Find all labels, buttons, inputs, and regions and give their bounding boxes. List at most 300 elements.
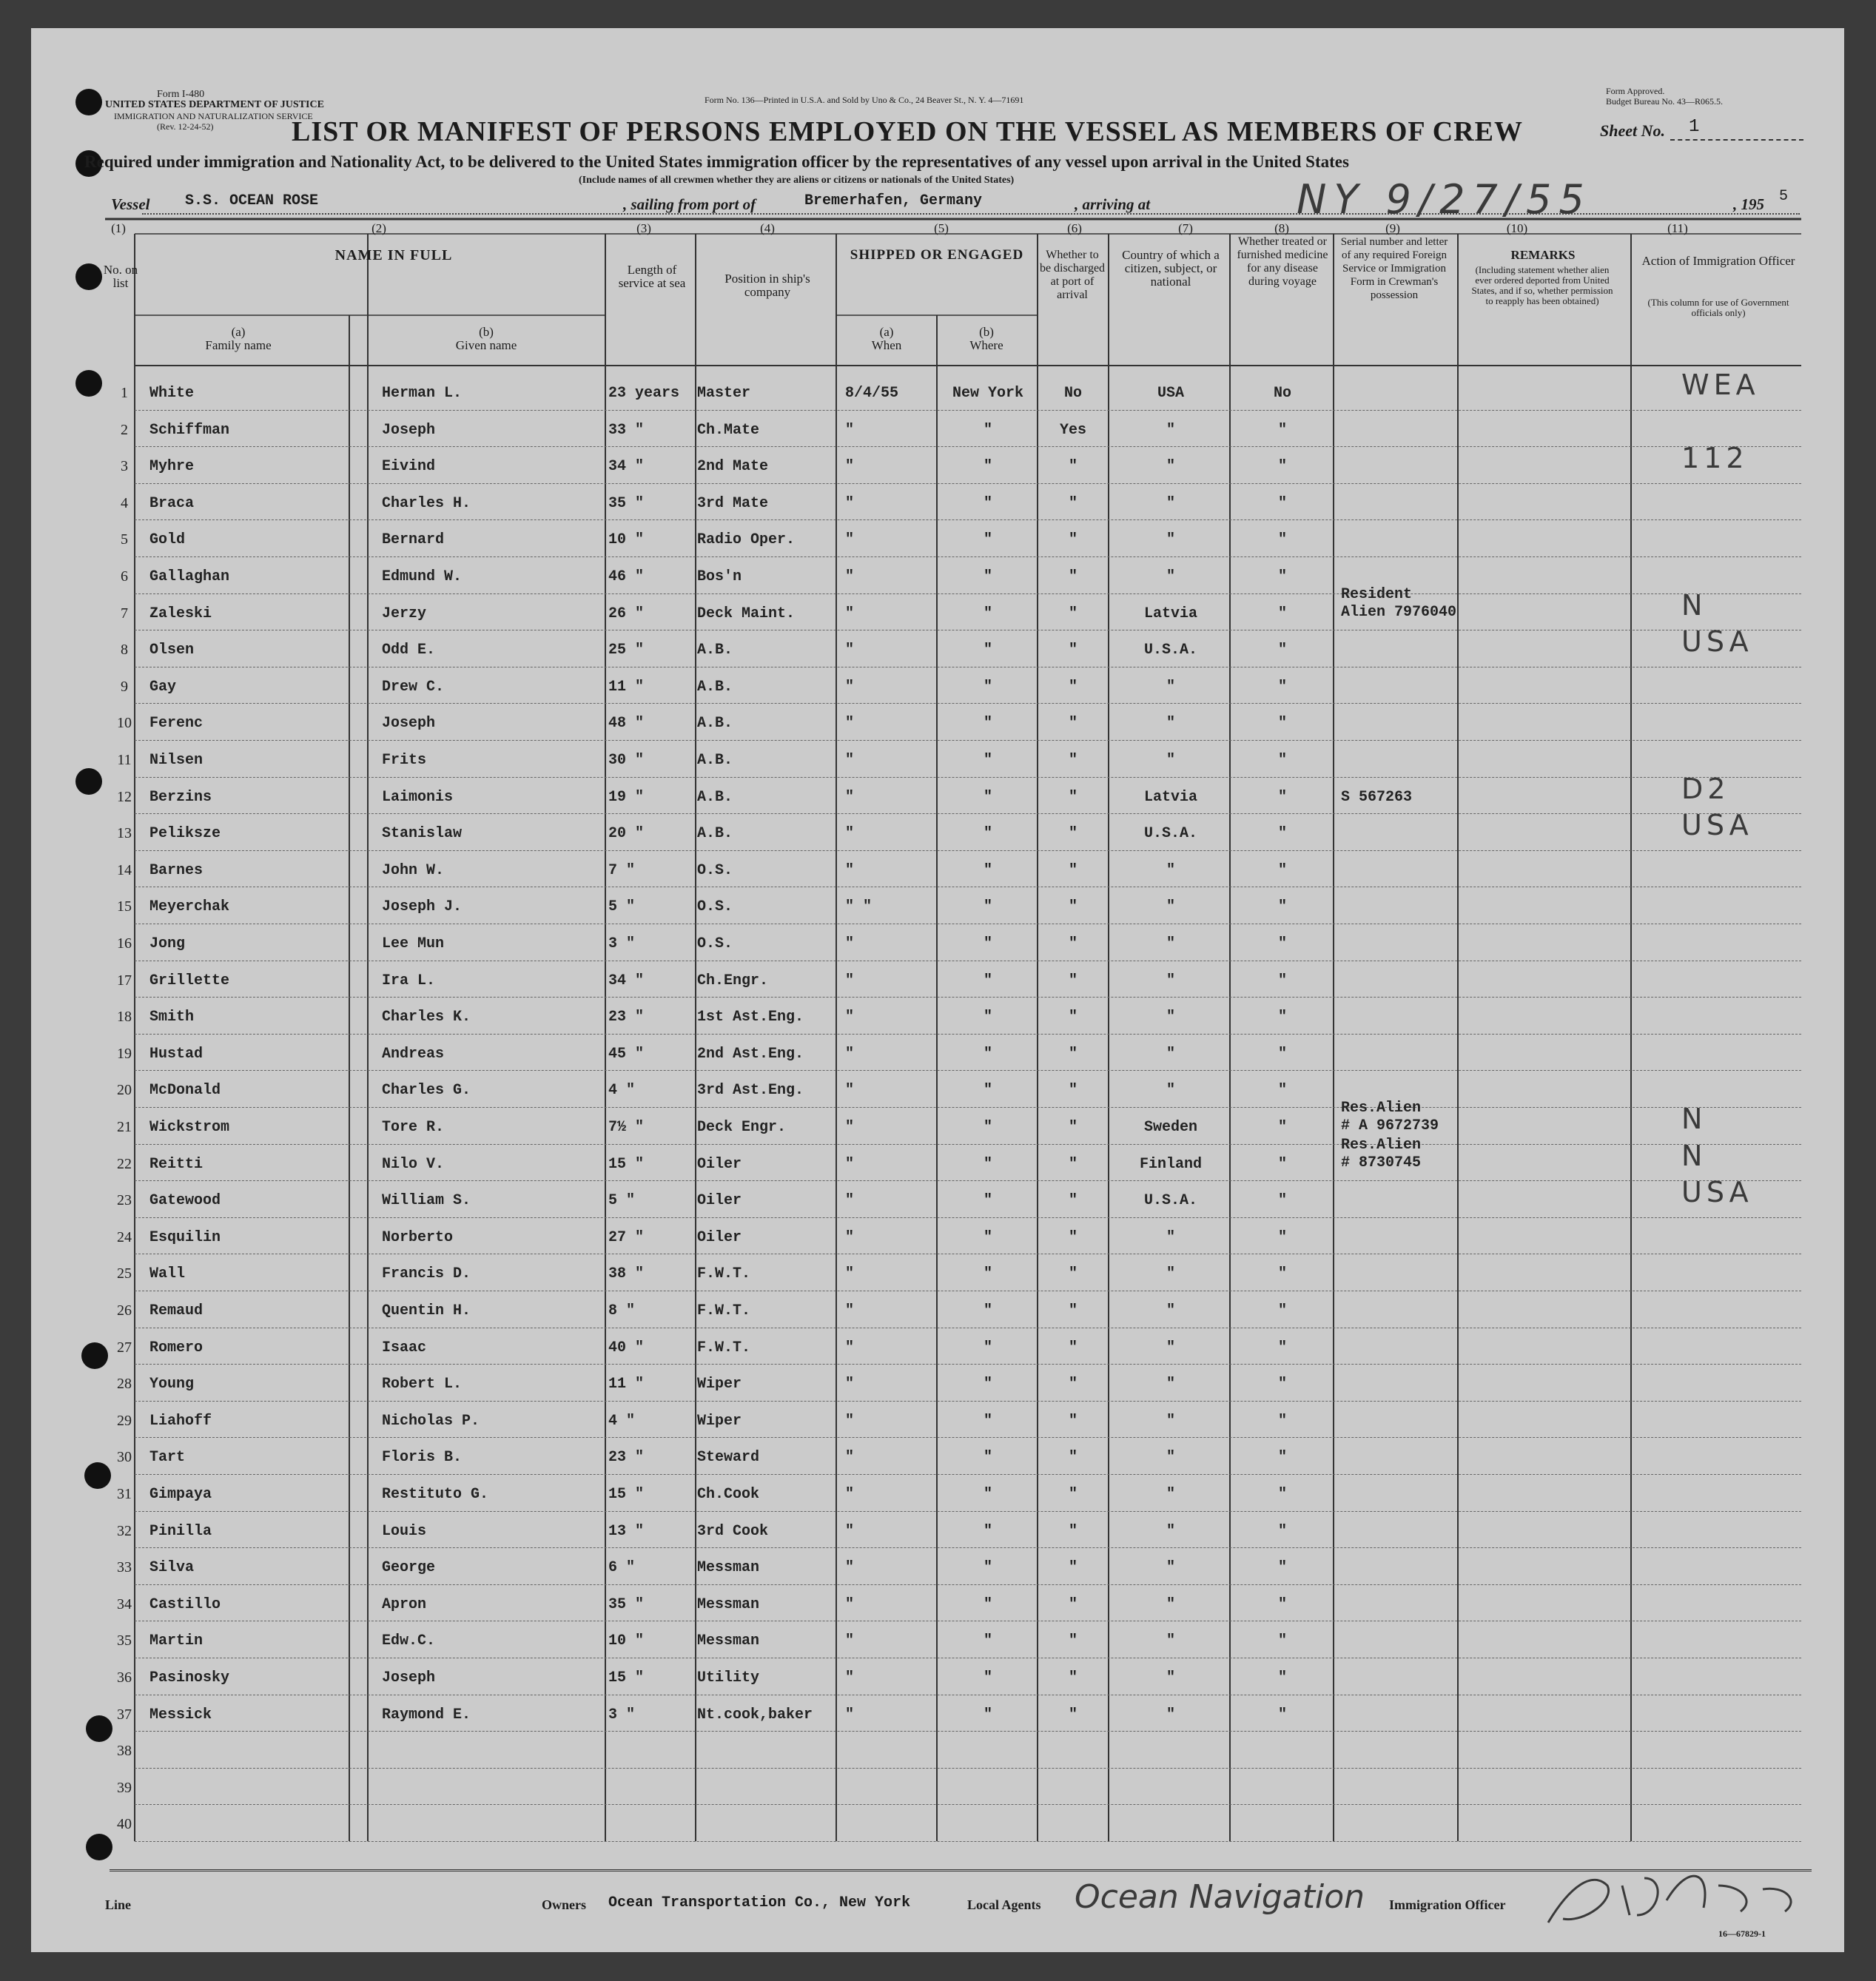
cell-position: A.B. (697, 752, 733, 769)
cell-length: 25 " (608, 642, 645, 659)
cell-family: McDonald (149, 1082, 221, 1100)
cell-given: Stanislaw (382, 825, 463, 843)
cell-where: " (983, 861, 992, 879)
cell-n: 33 (117, 1559, 132, 1576)
cell-length: 15 " (608, 1486, 645, 1503)
cell-when: " (845, 935, 855, 952)
cell-where: " (983, 1486, 992, 1503)
manifest-table-grid (31, 28, 1844, 1952)
cell-country: " (1166, 1339, 1175, 1356)
cell-country: Sweden (1143, 1119, 1197, 1136)
cell-treated: " (1277, 605, 1287, 622)
cell-country: " (1166, 568, 1175, 585)
cell-action: USA (1681, 1176, 1753, 1209)
cell-treated: " (1277, 825, 1287, 843)
cell-position: Ch.Mate (697, 421, 760, 439)
cell-serial: Resident (1341, 585, 1413, 603)
cell-position: 3rd Cook (697, 1522, 769, 1540)
cell-given: Charles H. (382, 494, 471, 512)
cell-length: 45 " (608, 1045, 645, 1063)
cell-length: 46 " (608, 568, 645, 585)
header-action-note: (This column for use of Government officials only) (1647, 297, 1789, 318)
cell-n: 6 (121, 568, 128, 585)
cell-where: " (983, 972, 992, 989)
cell-treated: " (1277, 531, 1287, 549)
cell-country: " (1166, 1082, 1175, 1100)
cell-when: " (845, 1228, 855, 1246)
cell-given: Louis (382, 1522, 427, 1540)
cell-position: Radio Oper. (697, 531, 796, 549)
cell-given: Laimonis (382, 788, 454, 806)
cell-where: " (983, 1559, 992, 1577)
cell-given: Lee Mun (382, 935, 445, 952)
cell-given: Drew C. (382, 678, 445, 696)
cell-length: 34 " (608, 458, 645, 476)
cell-length: 40 " (608, 1339, 645, 1356)
cell-country: " (1166, 1045, 1175, 1063)
cell-position: Oiler (697, 1192, 742, 1210)
cell-family: Pasinosky (149, 1669, 230, 1686)
cell-n: 22 (117, 1155, 132, 1172)
header-family-name: Family name (205, 338, 272, 352)
cell-treated: " (1277, 568, 1287, 585)
cell-given: Edmund W. (382, 568, 463, 585)
cell-treated: " (1277, 1082, 1287, 1100)
cell-family: Pinilla (149, 1522, 212, 1540)
header-country: Country of which a citizen, subject, or national (1122, 248, 1220, 289)
cell-length: 35 " (608, 1595, 645, 1613)
cell-treated: " (1277, 935, 1287, 952)
cell-disch: No (1063, 385, 1082, 402)
cell-treated: " (1277, 861, 1287, 879)
cell-country: U.S.A. (1143, 1192, 1197, 1210)
cell-given: Tore R. (382, 1119, 445, 1136)
cell-given: Isaac (382, 1339, 427, 1356)
cell-when: " (845, 1632, 855, 1650)
cell-country: " (1166, 1559, 1175, 1577)
sailing-label: , sailing from port of (623, 195, 756, 213)
cell-treated: " (1277, 752, 1287, 769)
cell-when: " (845, 642, 855, 659)
cell-country: " (1166, 1228, 1175, 1246)
cell-treated: " (1277, 1265, 1287, 1283)
cell-family: Peliksze (149, 825, 221, 843)
header-remarks-note: (Including statement whether alien ever ordered deported from United States, and if so, whether permission to reapply has been obtained) (1471, 264, 1613, 306)
cell-when: " (845, 1009, 855, 1026)
cell-given: Charles K. (382, 1009, 471, 1026)
budget-bureau: Budget Bureau No. 43—R065.5. (1606, 96, 1723, 107)
cell-treated: " (1277, 1486, 1287, 1503)
cell-n: 24 (117, 1228, 132, 1245)
cell-length: 23 " (608, 1009, 645, 1026)
cell-family: Gay (149, 678, 177, 696)
cell-where: " (983, 1082, 992, 1100)
cell-when: " (845, 421, 855, 439)
required-statement: Required under immigration and Nationality Act, to be delivered to the United States immigration officer by the representatives of any vessel upon arrival in the United States (84, 152, 1349, 171)
cell-family: Silva (149, 1559, 195, 1577)
column-number: (1) (111, 221, 126, 235)
footer-agents-label: Local Agents (967, 1897, 1041, 1912)
cell-disch: " (1068, 678, 1077, 696)
cell-treated: " (1277, 1412, 1287, 1430)
cell-length: 26 " (608, 605, 645, 622)
cell-n: 39 (117, 1779, 132, 1796)
cell-given: Francis D. (382, 1265, 471, 1283)
cell-position: Messman (697, 1595, 760, 1613)
cell-given: Eivind (382, 458, 436, 476)
cell-treated: " (1277, 1119, 1287, 1136)
cell-position: 2nd Ast.Eng. (697, 1045, 804, 1063)
cell-length: 10 " (608, 531, 645, 549)
cell-family: Tart (149, 1449, 186, 1467)
cell-n: 28 (117, 1376, 132, 1393)
cell-n: 40 (117, 1816, 132, 1833)
cell-serial: # 8730745 (1341, 1154, 1422, 1171)
cell-length: 7 " (608, 861, 636, 879)
cell-when: " (845, 1265, 855, 1283)
cell-treated: " (1277, 715, 1287, 733)
cell-disch: " (1068, 898, 1077, 916)
cell-where: " (983, 1376, 992, 1393)
cell-when: " " (845, 898, 873, 916)
cell-position: A.B. (697, 825, 733, 843)
cell-disch: " (1068, 1045, 1077, 1063)
header-treated: Whether treated or furnished medicine for any disease during voyage (1237, 235, 1328, 288)
cell-length: 34 " (608, 972, 645, 989)
cell-length: 30 " (608, 752, 645, 769)
cell-family: Hustad (149, 1045, 204, 1063)
cell-when: " (845, 1376, 855, 1393)
cell-n: 1 (121, 385, 128, 401)
cell-family: Gallaghan (149, 568, 230, 585)
cell-disch: " (1068, 1228, 1077, 1246)
cell-position: F.W.T. (697, 1302, 751, 1319)
cell-n: 16 (117, 935, 132, 952)
cell-given: Restituto G. (382, 1486, 489, 1503)
cell-country: USA (1157, 385, 1184, 402)
column-number: (6) (1067, 221, 1082, 235)
cell-family: Berzins (149, 788, 212, 806)
cell-position: Ch.Cook (697, 1486, 760, 1503)
cell-n: 17 (117, 972, 132, 989)
cell-length: 7½ " (608, 1119, 645, 1136)
cell-when: " (845, 1302, 855, 1319)
cell-where: " (983, 1412, 992, 1430)
cell-disch: " (1068, 494, 1077, 512)
cell-family: Castillo (149, 1595, 221, 1613)
cell-when: " (845, 1522, 855, 1540)
cell-position: Bos'n (697, 568, 742, 585)
cell-n: 34 (117, 1595, 132, 1612)
cell-disch: " (1068, 531, 1077, 549)
header-shipped-engaged: SHIPPED OR ENGAGED (850, 247, 1024, 263)
cell-where: " (983, 1302, 992, 1319)
cell-family: Wall (149, 1265, 186, 1283)
cell-country: " (1166, 1669, 1175, 1686)
header-given-b: (b) (479, 325, 494, 339)
cell-where: " (983, 898, 992, 916)
cell-given: Charles G. (382, 1082, 471, 1100)
cell-n: 23 (117, 1192, 132, 1209)
cell-when: " (845, 1669, 855, 1686)
sailing-port: Bremerhafen, Germany (804, 192, 983, 209)
cell-n: 3 (121, 458, 128, 475)
cell-treated: No (1273, 385, 1291, 402)
header-length: Length of service at sea (618, 263, 686, 290)
sheet-label: Sheet No. (1600, 121, 1665, 140)
cell-where: " (983, 1155, 992, 1173)
cell-n: 30 (117, 1449, 132, 1466)
cell-position: Messman (697, 1632, 760, 1650)
cell-n: 25 (117, 1265, 132, 1282)
cell-where: " (983, 1632, 992, 1650)
cell-length: 33 " (608, 421, 645, 439)
cell-family: Messick (149, 1706, 212, 1723)
cell-family: Wickstrom (149, 1119, 230, 1136)
cell-when: " (845, 1155, 855, 1173)
cell-disch: " (1068, 1302, 1077, 1319)
cell-disch: " (1068, 972, 1077, 989)
cell-disch: " (1068, 1082, 1077, 1100)
form-revision: (Rev. 12-24-52) (157, 121, 214, 132)
cell-country: " (1166, 715, 1175, 733)
cell-family: Barnes (149, 861, 204, 879)
cell-treated: " (1277, 421, 1287, 439)
cell-length: 4 " (608, 1082, 636, 1100)
cell-disch: " (1068, 752, 1077, 769)
footer-owners-value: Ocean Transportation Co., New York (608, 1894, 911, 1911)
cell-treated: " (1277, 1228, 1287, 1246)
cell-treated: " (1277, 898, 1287, 916)
cell-disch: " (1068, 1192, 1077, 1210)
cell-length: 11 " (608, 678, 645, 696)
cell-given: Joseph J. (382, 898, 463, 916)
form-number-left: Form I-480 (157, 89, 205, 100)
cell-treated: " (1277, 1302, 1287, 1319)
cell-where: " (983, 1522, 992, 1540)
cell-where: " (983, 421, 992, 439)
cell-n: 20 (117, 1082, 132, 1099)
cell-where: " (983, 752, 992, 769)
cell-n: 32 (117, 1522, 132, 1539)
cell-n: 37 (117, 1706, 132, 1723)
cell-treated: " (1277, 1376, 1287, 1393)
cell-position: A.B. (697, 788, 733, 806)
cell-length: 5 " (608, 898, 636, 916)
cell-treated: " (1277, 972, 1287, 989)
cell-disch: " (1068, 1595, 1077, 1613)
cell-length: 3 " (608, 1706, 636, 1723)
cell-disch: " (1068, 715, 1077, 733)
cell-country: " (1166, 1265, 1175, 1283)
cell-disch: " (1068, 1376, 1077, 1393)
cell-serial: Alien 7976040 (1341, 603, 1457, 621)
cell-when: " (845, 752, 855, 769)
cell-position: 2nd Mate (697, 458, 769, 476)
cell-disch: " (1068, 568, 1077, 585)
service-name: IMMIGRATION AND NATURALIZATION SERVICE (114, 111, 313, 121)
cell-position: Utility (697, 1669, 760, 1686)
cell-when: " (845, 825, 855, 843)
cell-family: Young (149, 1376, 195, 1393)
cell-given: Nilo V. (382, 1155, 445, 1173)
cell-where: " (983, 788, 992, 806)
cell-family: Nilsen (149, 752, 204, 769)
include-note: (Include names of all crewmen whether they are aliens or citizens or nationals of the United States) (579, 175, 1015, 186)
cell-action: N (1681, 588, 1707, 622)
cell-given: Frits (382, 752, 427, 769)
cell-family: Romero (149, 1339, 204, 1356)
cell-when: " (845, 788, 855, 806)
cell-disch: " (1068, 861, 1077, 879)
cell-n: 36 (117, 1669, 132, 1686)
cell-country: U.S.A. (1143, 825, 1197, 843)
cell-n: 12 (117, 788, 132, 805)
vessel-value: S.S. OCEAN ROSE (185, 192, 319, 209)
cell-where: " (983, 1339, 992, 1356)
cell-n: 26 (117, 1302, 132, 1319)
cell-family: Braca (149, 494, 195, 512)
header-given-name: Given name (455, 338, 517, 352)
cell-when: " (845, 715, 855, 733)
cell-when: " (845, 494, 855, 512)
cell-length: 11 " (608, 1376, 645, 1393)
cell-position: Deck Engr. (697, 1119, 787, 1136)
cell-given: William S. (382, 1192, 471, 1210)
cell-disch: " (1068, 1486, 1077, 1503)
year-value: 5 (1779, 188, 1789, 205)
cell-when: " (845, 1595, 855, 1613)
cell-position: F.W.T. (697, 1339, 751, 1356)
header-when-a: (a) (879, 325, 894, 339)
cell-position: Deck Maint. (697, 605, 796, 622)
cell-country: " (1166, 458, 1175, 476)
cell-when: " (845, 861, 855, 879)
cell-n: 15 (117, 898, 132, 915)
column-number: (11) (1667, 221, 1688, 235)
cell-position: Oiler (697, 1228, 742, 1246)
cell-treated: " (1277, 1559, 1287, 1577)
cell-length: 3 " (608, 935, 636, 952)
cell-country: " (1166, 1302, 1175, 1319)
cell-country: " (1166, 1376, 1175, 1393)
cell-family: Reitti (149, 1155, 204, 1173)
arriving-port: NY 9/27/55 (1297, 176, 1592, 223)
cell-action: N (1681, 1103, 1707, 1135)
cell-position: O.S. (697, 935, 733, 952)
cell-treated: " (1277, 1449, 1287, 1467)
cell-treated: " (1277, 678, 1287, 696)
cell-when: " (845, 1192, 855, 1210)
cell-where: " (983, 1228, 992, 1246)
cell-disch: " (1068, 1155, 1077, 1173)
printer-note: Form No. 136—Printed in U.S.A. and Sold by Uno & Co., 24 Beaver St., N. Y. 4—71691 (705, 95, 1024, 105)
cell-country: U.S.A. (1143, 642, 1197, 659)
cell-treated: " (1277, 1669, 1287, 1686)
cell-family: Martin (149, 1632, 204, 1650)
cell-serial: # A 9672739 (1341, 1117, 1439, 1134)
cell-n: 29 (117, 1412, 132, 1429)
header-family-a: (a) (231, 325, 246, 339)
cell-when: " (845, 972, 855, 989)
cell-treated: " (1277, 1009, 1287, 1026)
cell-n: 4 (121, 494, 128, 511)
cell-family: Zaleski (149, 605, 212, 622)
footer-line-label: Line (105, 1897, 132, 1912)
cell-treated: " (1277, 1632, 1287, 1650)
cell-given: Andreas (382, 1045, 445, 1063)
cell-position: 1st Ast.Eng. (697, 1009, 804, 1026)
cell-country: " (1166, 861, 1175, 879)
header-action: Action of Immigration Officer (1641, 254, 1795, 268)
cell-when: " (845, 1339, 855, 1356)
cell-country: " (1166, 421, 1175, 439)
cell-disch: " (1068, 642, 1077, 659)
cell-position: Nt.cook,baker (697, 1706, 813, 1723)
cell-disch: " (1068, 605, 1077, 622)
cell-when: " (845, 1119, 855, 1136)
cell-n: 10 (117, 715, 132, 732)
cell-n: 31 (117, 1486, 132, 1502)
cell-serial: Res.Alien (1341, 1136, 1422, 1154)
header-no-on-list: No. on list (103, 263, 138, 290)
header-where-b: (b) (979, 325, 994, 339)
column-number: (4) (760, 221, 775, 235)
cell-position: O.S. (697, 898, 733, 916)
cell-n: 8 (121, 642, 128, 659)
cell-given: Floris B. (382, 1449, 463, 1467)
manifest-sheet (31, 28, 1844, 1952)
cell-country: " (1166, 1412, 1175, 1430)
cell-action: USA (1681, 809, 1753, 842)
cell-country: " (1166, 531, 1175, 549)
year-label: , 195 (1733, 195, 1764, 213)
cell-length: 15 " (608, 1155, 645, 1173)
cell-family: Meyerchak (149, 898, 230, 916)
cell-serial: Res.Alien (1341, 1100, 1422, 1117)
cell-where: " (983, 1009, 992, 1026)
header-serial: Serial number and letter of any required Foreign Service or Immigration Form in Crewman's possession (1340, 236, 1448, 301)
cell-given: Norberto (382, 1228, 454, 1246)
cell-disch: " (1068, 458, 1077, 476)
cell-country: " (1166, 1009, 1175, 1026)
cell-country: " (1166, 1706, 1175, 1723)
cell-position: A.B. (697, 678, 733, 696)
cell-length: 19 " (608, 788, 645, 806)
cell-given: Odd E. (382, 642, 436, 659)
cell-where: " (983, 1192, 992, 1210)
column-number: (3) (636, 221, 651, 235)
cell-disch: " (1068, 1412, 1077, 1430)
cell-where: " (983, 605, 992, 622)
cell-position: Oiler (697, 1155, 742, 1173)
department-name: UNITED STATES DEPARTMENT OF JUSTICE (105, 99, 324, 110)
cell-given: Ira L. (382, 972, 436, 989)
cell-given: Joseph (382, 421, 436, 439)
cell-country: " (1166, 1449, 1175, 1467)
cell-action: N (1681, 1139, 1707, 1172)
cell-where: " (983, 715, 992, 733)
cell-where: " (983, 678, 992, 696)
cell-length: 23 " (608, 1449, 645, 1467)
cell-n: 9 (121, 678, 128, 695)
cell-given: Quentin H. (382, 1302, 471, 1319)
cell-action: 112 (1681, 442, 1749, 475)
cell-where: " (983, 1449, 992, 1467)
cell-length: 27 " (608, 1228, 645, 1246)
cell-where: " (983, 642, 992, 659)
cell-where: " (983, 1669, 992, 1686)
